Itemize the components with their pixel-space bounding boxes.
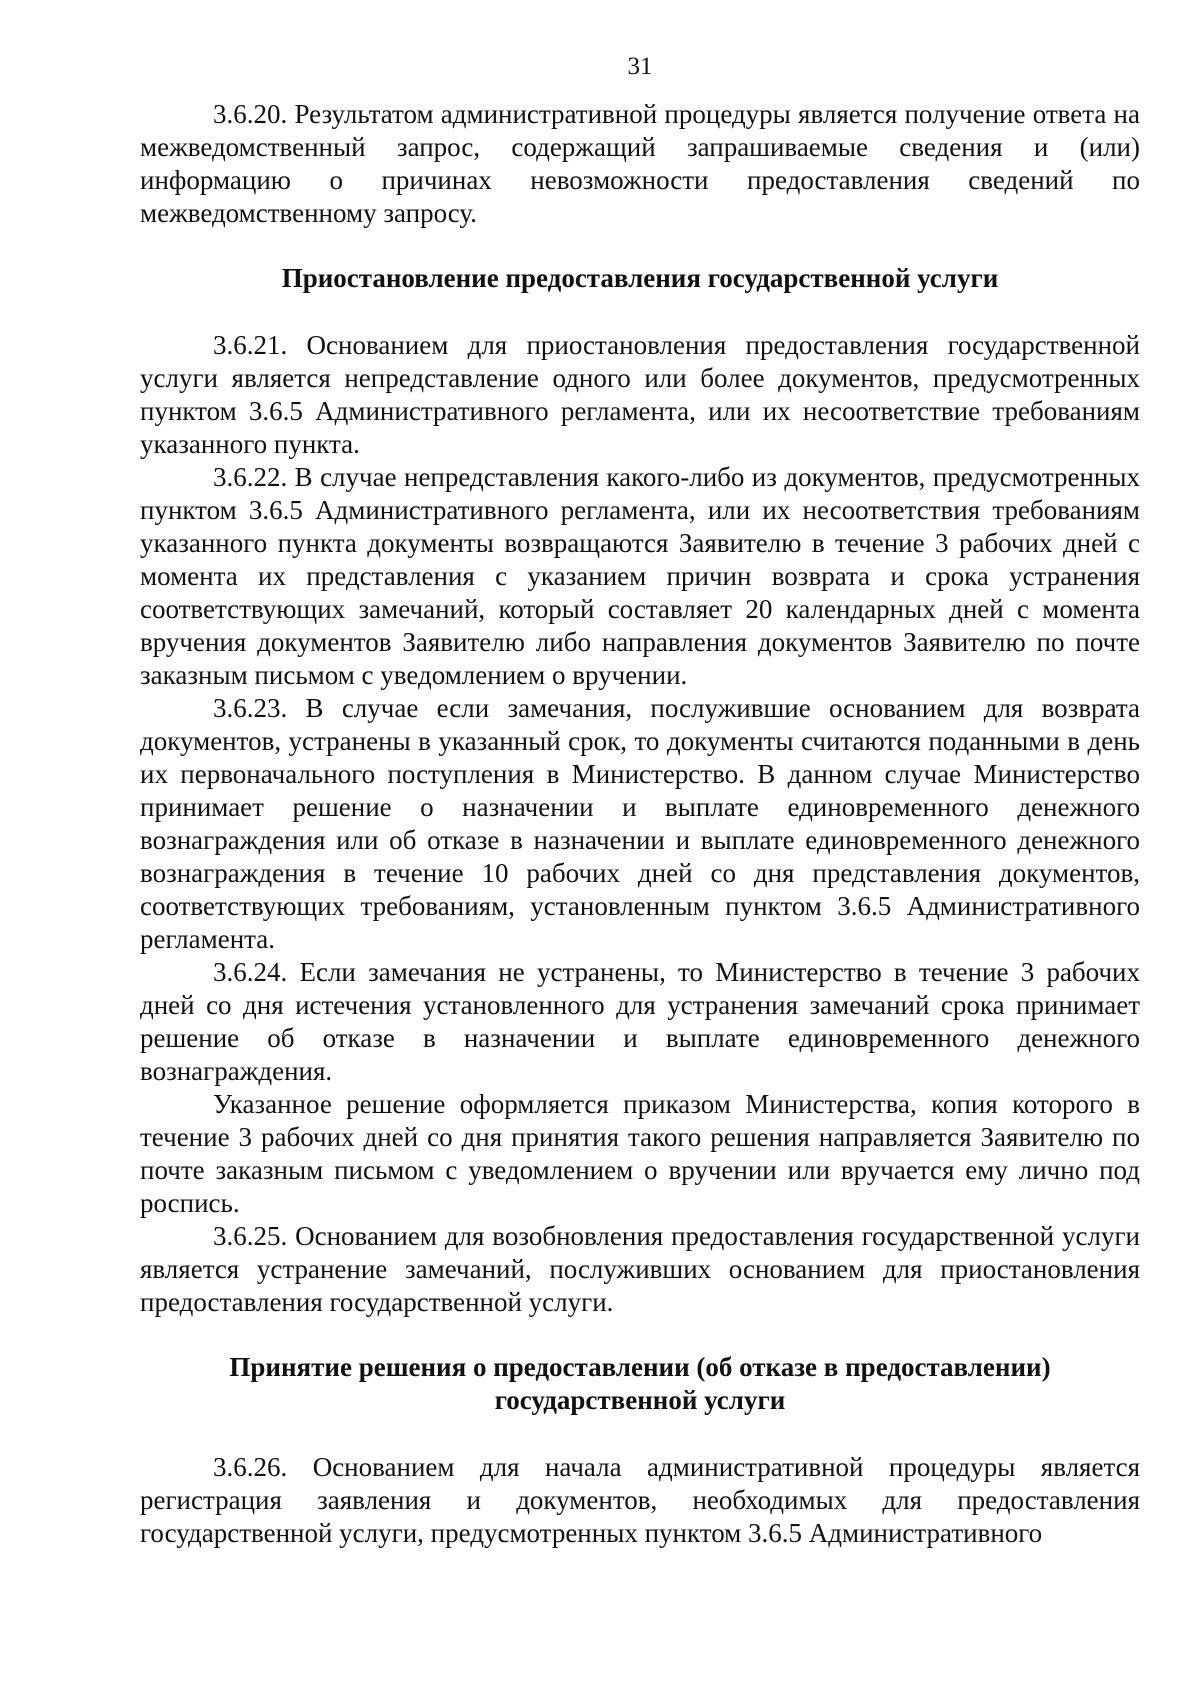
heading-line: Приостановление предоставления государственной услуги	[281, 263, 999, 293]
document-body	[140, 98, 1140, 1550]
paragraph-3-6-25: 3.6.25. Основанием для возобновления предоставления государственной услуги является устранение замечаний, послуживших основанием для приостановления предоставления государственной услуги.	[140, 1221, 1140, 1317]
paragraph-3-6-26: 3.6.26. Основанием для начала административной процедуры является регистрация заявления и документов, необходимых для предоставления государственной услуги, предусмотренных пунктом 3.6.5 Административного	[140, 1452, 1140, 1548]
paragraph-3-6-24: 3.6.24. Если замечания не устранены, то Министерство в течение 3 рабочих дней со дня истечения установленного для устранения замечаний срока принимает решение об отказе в назначении и выплате единовременного денежного вознаграждения.	[140, 957, 1140, 1086]
page-number: 31	[627, 53, 653, 80]
paragraph-3-6-20: 3.6.20. Результатом административной процедуры является получение ответа на межведомственный запрос, содержащий запрашиваемые сведения и (или) информацию о причинах невозможности предоставления сведений по межведомственному запросу.	[140, 99, 1140, 228]
section-heading-decision	[140, 1351, 1140, 1417]
paragraph-3-6-23: 3.6.23. В случае если замечания, послужившие основанием для возврата документов, устранены в указанный срок, то документы считаются поданными в день их первоначального поступления в Министерство. В данном случае Министерство принимает решение о назначении и выплате единовременного денежного вознаграждения или об отказе в назначении и выплате единовременного денежного вознаграждения в течение 10 рабочих дней со дня представления документов, соответствующих требованиям, установленным пунктом 3.6.5 Административного регламента.	[140, 693, 1140, 954]
paragraph-decision-order: Указанное решение оформляется приказом Министерства, копия которого в течение 3 рабочих дней со дня принятия такого решения направляется Заявителю по почте заказным письмом с уведомлением о вручении или вручается ему лично под роспись.	[140, 1089, 1140, 1218]
paragraph-3-6-21: 3.6.21. Основанием для приостановления предоставления государственной услуги является непредставление одного или более документов, предусмотренных пунктом 3.6.5 Административного регламента, или их несоответствие требованиям указанного пункта.	[140, 330, 1140, 459]
heading-line: государственной услуги	[494, 1385, 786, 1415]
paragraph-3-6-22: 3.6.22. В случае непредставления какого-либо из документов, предусмотренных пунктом 3.6.5 Административного регламента, или их несоответствия требованиям указанного пункта документы возвращаются Заявителю в течение 3 рабочих дней с момента их представления с указанием причин возврата и срока устранения соответствующих замечаний, который составляет 20 календарных дней с момента вручения документов Заявителю либо направления документов Заявителю по почте заказным письмом с уведомлением о вручении.	[140, 462, 1140, 690]
section-heading-suspension	[140, 262, 1140, 295]
heading-line: Принятие решения о предоставлении (об отказе в предоставлении)	[229, 1352, 1051, 1382]
